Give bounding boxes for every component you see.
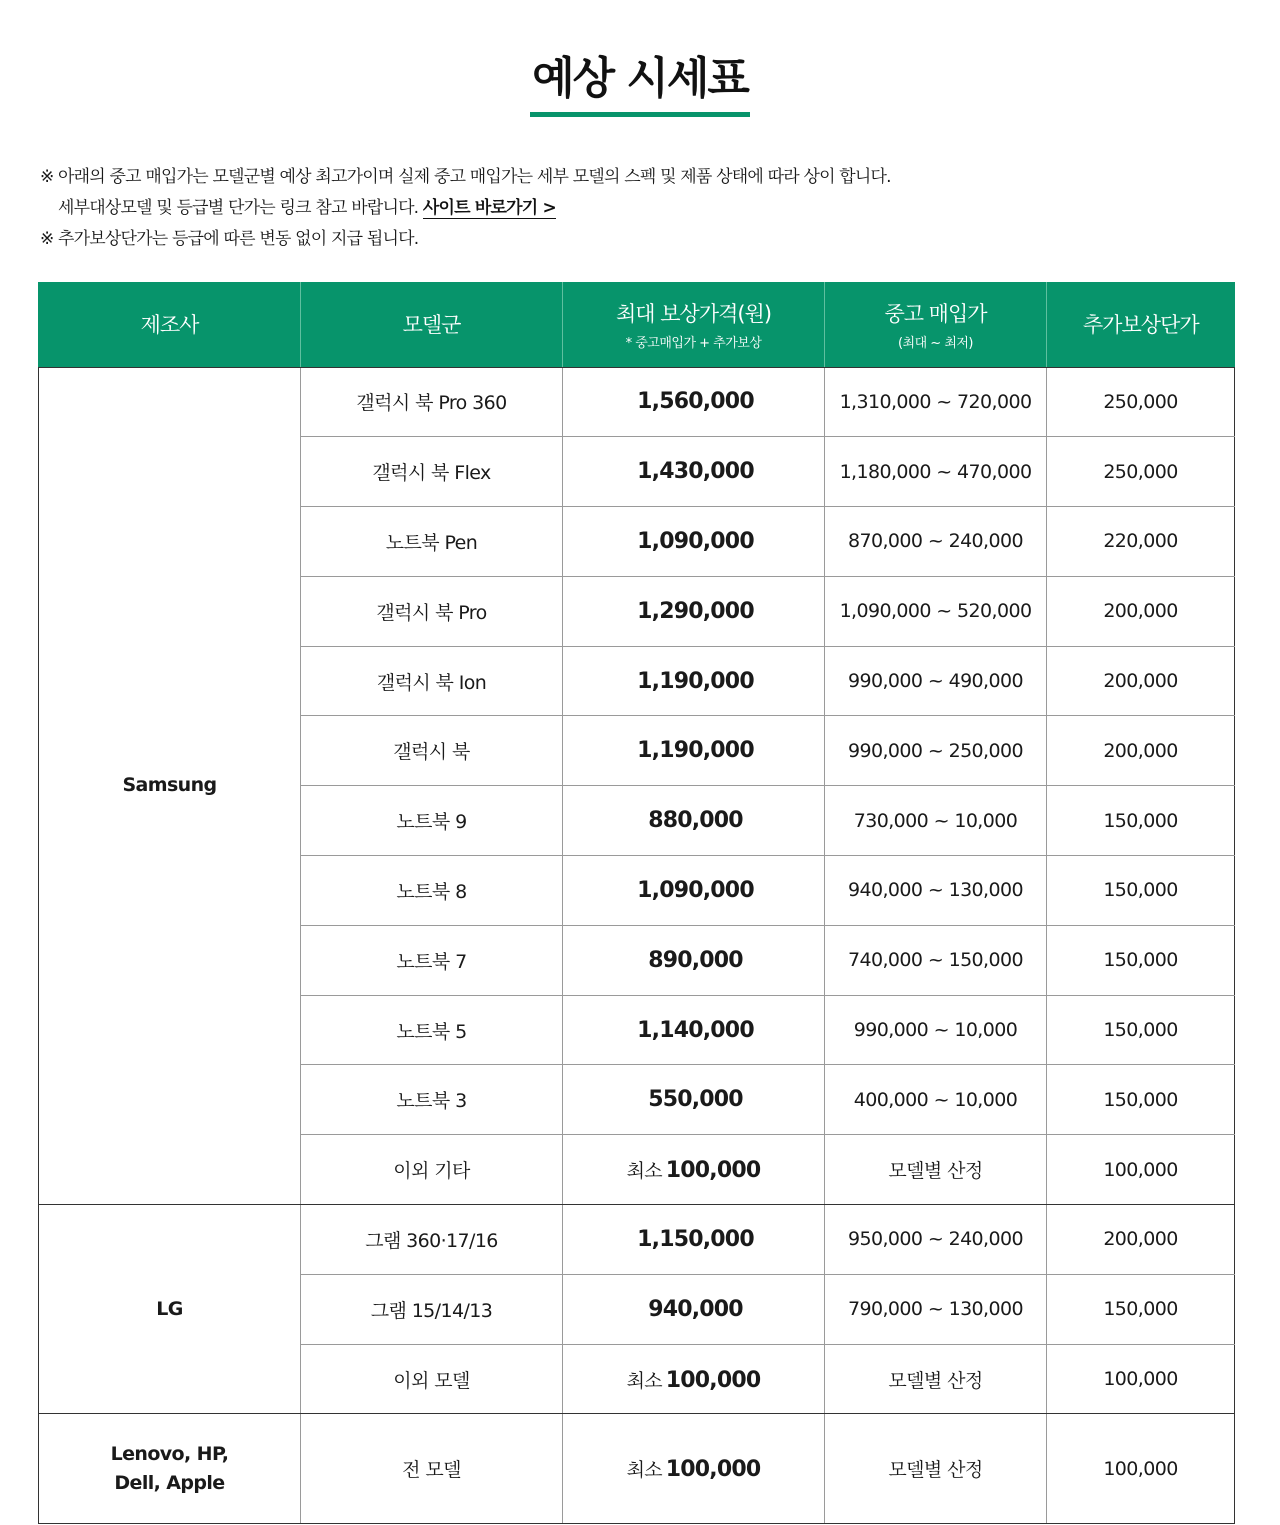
max-price-value: 1,090,000 bbox=[637, 877, 754, 903]
bonus-cell: 250,000 bbox=[1047, 367, 1235, 437]
used-price-cell: 400,000 ~ 10,000 bbox=[825, 1065, 1047, 1135]
notes bbox=[40, 162, 1240, 255]
max-price-value: 100,000 bbox=[665, 1457, 761, 1483]
header-bonus: 추가보상단가 bbox=[1047, 282, 1235, 367]
max-price-value: 1,190,000 bbox=[637, 738, 754, 764]
model-cell: 노트북 Pen bbox=[301, 507, 563, 577]
used-price-cell: 940,000 ~ 130,000 bbox=[825, 856, 1047, 926]
model-cell: 노트북 3 bbox=[301, 1065, 563, 1135]
max-price-value: 550,000 bbox=[648, 1087, 743, 1113]
table-row bbox=[39, 1414, 1235, 1524]
used-price-cell: 870,000 ~ 240,000 bbox=[825, 507, 1047, 577]
used-price-cell: 모델별 산정 bbox=[825, 1344, 1047, 1414]
used-price-cell: 740,000 ~ 150,000 bbox=[825, 925, 1047, 995]
header-max-price-label: 최대 보상가격(원) bbox=[615, 301, 772, 326]
max-price-value: 890,000 bbox=[648, 947, 743, 973]
header-used-price-sub: (최대 ~ 최저) bbox=[897, 335, 974, 351]
maker-others-line-2: Dell, Apple bbox=[114, 1471, 225, 1494]
table-row bbox=[39, 1205, 1235, 1275]
max-price-value: 1,140,000 bbox=[637, 1017, 754, 1043]
note-line-1: ※ 아래의 중고 매입가는 모델군별 예상 최고가이며 실제 중고 매입가는 세부 모델의 스펙 및 제품 상태에 따라 상이 합니다. bbox=[40, 167, 891, 187]
bonus-cell: 100,000 bbox=[1047, 1344, 1235, 1414]
used-price-cell: 990,000 ~ 10,000 bbox=[825, 995, 1047, 1065]
max-price-value: 1,150,000 bbox=[637, 1226, 754, 1252]
max-price-cell bbox=[563, 786, 825, 856]
bonus-cell: 220,000 bbox=[1047, 507, 1235, 577]
bonus-cell: 100,000 bbox=[1047, 1414, 1235, 1524]
max-price-cell bbox=[563, 716, 825, 786]
note-line-2 bbox=[40, 193, 1240, 224]
model-cell: 갤럭시 북 Ion bbox=[301, 646, 563, 716]
bonus-cell: 150,000 bbox=[1047, 786, 1235, 856]
used-price-cell: 모델별 산정 bbox=[825, 1135, 1047, 1205]
model-cell: 이외 기타 bbox=[301, 1135, 563, 1205]
max-price-value: 880,000 bbox=[648, 808, 743, 834]
max-price-value: 1,190,000 bbox=[637, 668, 754, 694]
bonus-cell: 150,000 bbox=[1047, 925, 1235, 995]
bonus-cell: 150,000 bbox=[1047, 995, 1235, 1065]
model-cell: 그램 360·17/16 bbox=[301, 1205, 563, 1275]
max-price-cell bbox=[563, 507, 825, 577]
model-cell: 노트북 8 bbox=[301, 856, 563, 926]
max-price-prefix: 최소 bbox=[626, 1160, 662, 1183]
used-price-cell: 990,000 ~ 250,000 bbox=[825, 716, 1047, 786]
max-price-value: 1,090,000 bbox=[637, 528, 754, 554]
header-max-price-sub: * 중고매입가 + 추가보상 bbox=[625, 335, 762, 351]
header-max-price bbox=[563, 282, 825, 367]
model-cell: 노트북 7 bbox=[301, 925, 563, 995]
max-price-prefix: 최소 bbox=[626, 1369, 662, 1392]
model-cell: 갤럭시 북 Flex bbox=[301, 437, 563, 507]
model-cell: 갤럭시 북 bbox=[301, 716, 563, 786]
table-row bbox=[39, 367, 1235, 437]
max-price-cell bbox=[563, 367, 825, 437]
site-link[interactable]: 사이트 바로가기 > bbox=[422, 198, 556, 218]
max-price-cell bbox=[563, 437, 825, 507]
used-price-cell: 1,180,000 ~ 470,000 bbox=[825, 437, 1047, 507]
header-model: 모델군 bbox=[301, 282, 563, 367]
bonus-cell: 200,000 bbox=[1047, 1205, 1235, 1275]
bonus-cell: 200,000 bbox=[1047, 646, 1235, 716]
maker-cell-lg: LG bbox=[39, 1205, 301, 1414]
model-cell: 전 모델 bbox=[301, 1414, 563, 1524]
bonus-cell: 200,000 bbox=[1047, 576, 1235, 646]
max-price-cell bbox=[563, 576, 825, 646]
used-price-cell: 모델별 산정 bbox=[825, 1414, 1047, 1524]
bonus-cell: 150,000 bbox=[1047, 1274, 1235, 1344]
model-cell: 갤럭시 북 Pro bbox=[301, 576, 563, 646]
model-cell: 이외 모델 bbox=[301, 1344, 563, 1414]
used-price-cell: 790,000 ~ 130,000 bbox=[825, 1274, 1047, 1344]
model-cell: 그램 15/14/13 bbox=[301, 1274, 563, 1344]
bonus-cell: 150,000 bbox=[1047, 856, 1235, 926]
max-price-cell bbox=[563, 1065, 825, 1135]
note-line-2-text: 세부대상모델 및 등급별 단가는 링크 참고 바랍니다. bbox=[58, 198, 419, 218]
max-price-cell bbox=[563, 1135, 825, 1205]
maker-cell-samsung: Samsung bbox=[39, 367, 301, 1205]
max-price-value: 940,000 bbox=[648, 1296, 743, 1322]
maker-others-line-1: Lenovo, HP, bbox=[110, 1442, 229, 1465]
max-price-value: 1,560,000 bbox=[637, 389, 754, 415]
model-cell: 갤럭시 북 Pro 360 bbox=[301, 367, 563, 437]
max-price-cell bbox=[563, 1274, 825, 1344]
maker-cell-others bbox=[39, 1414, 301, 1524]
note-line-3: ※ 추가보상단가는 등급에 따른 변동 없이 지급 됩니다. bbox=[40, 229, 419, 249]
used-price-cell: 1,090,000 ~ 520,000 bbox=[825, 576, 1047, 646]
max-price-cell bbox=[563, 1414, 825, 1524]
price-table bbox=[38, 282, 1235, 1524]
used-price-cell: 730,000 ~ 10,000 bbox=[825, 786, 1047, 856]
table-header-row bbox=[39, 282, 1235, 367]
max-price-cell bbox=[563, 856, 825, 926]
max-price-value: 1,290,000 bbox=[637, 598, 754, 624]
header-used-price-label: 중고 매입가 bbox=[884, 301, 987, 326]
bonus-cell: 100,000 bbox=[1047, 1135, 1235, 1205]
model-cell: 노트북 9 bbox=[301, 786, 563, 856]
max-price-cell bbox=[563, 925, 825, 995]
header-used-price bbox=[825, 282, 1047, 367]
used-price-cell: 950,000 ~ 240,000 bbox=[825, 1205, 1047, 1275]
max-price-value: 100,000 bbox=[665, 1158, 761, 1184]
bonus-cell: 200,000 bbox=[1047, 716, 1235, 786]
max-price-cell bbox=[563, 1205, 825, 1275]
header-maker: 제조사 bbox=[39, 282, 301, 367]
max-price-cell bbox=[563, 1344, 825, 1414]
max-price-value: 1,430,000 bbox=[637, 459, 754, 485]
bonus-cell: 150,000 bbox=[1047, 1065, 1235, 1135]
used-price-cell: 1,310,000 ~ 720,000 bbox=[825, 367, 1047, 437]
max-price-cell bbox=[563, 646, 825, 716]
page-title: 예상 시세표 bbox=[530, 52, 750, 117]
used-price-cell: 990,000 ~ 490,000 bbox=[825, 646, 1047, 716]
max-price-value: 100,000 bbox=[665, 1367, 761, 1393]
max-price-prefix: 최소 bbox=[626, 1459, 662, 1482]
bonus-cell: 250,000 bbox=[1047, 437, 1235, 507]
max-price-cell bbox=[563, 995, 825, 1065]
model-cell: 노트북 5 bbox=[301, 995, 563, 1065]
